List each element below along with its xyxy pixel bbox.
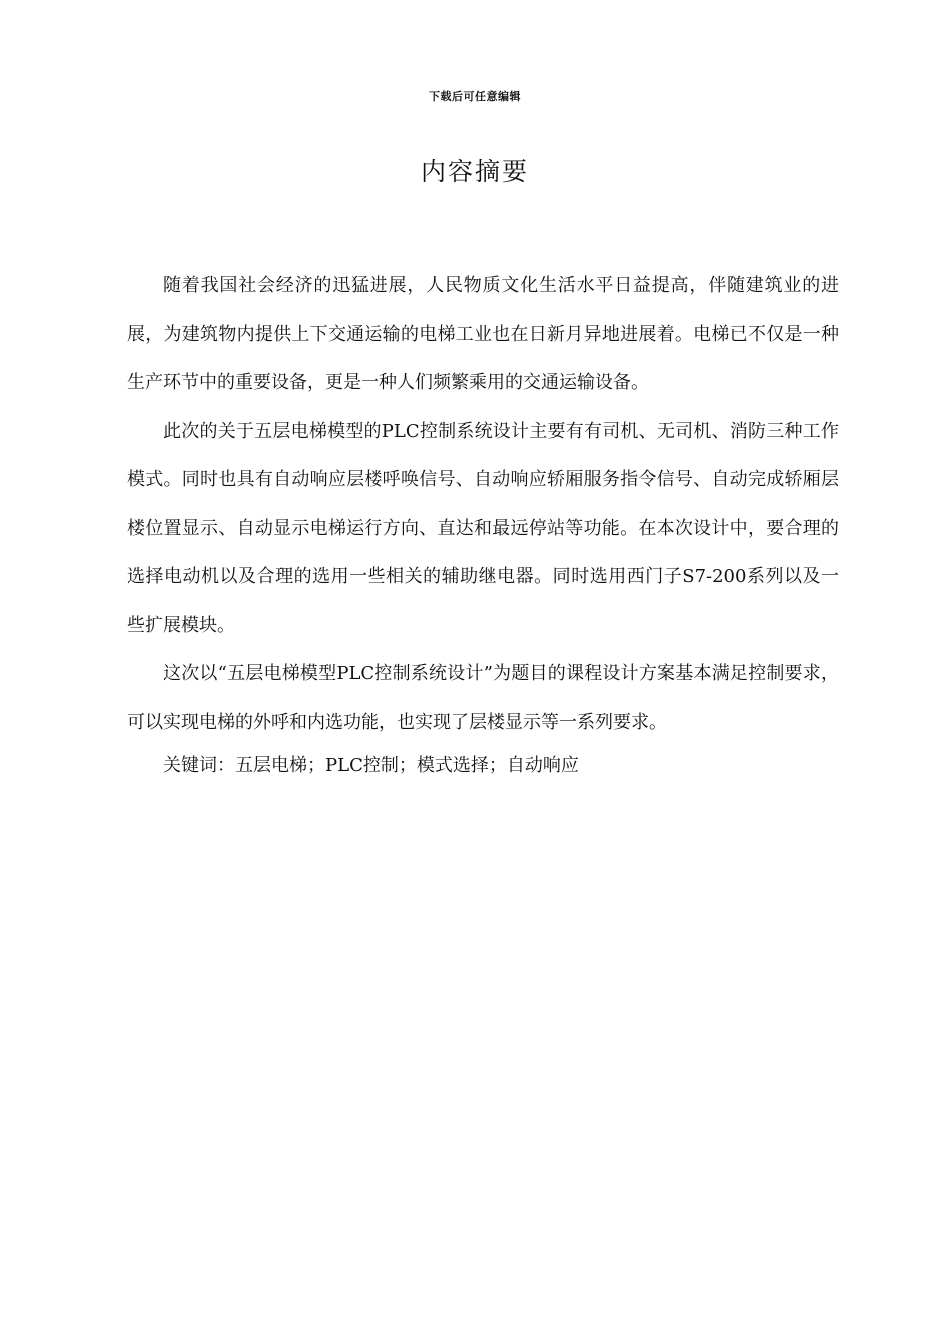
abstract-paragraph-3: 这次以“五层电梯模型PLC控制系统设计”为题目的课程设计方案基本满足控制要求，可以实现电梯的外呼和内选功能，也实现了层楼显示等一系列要求。 bbox=[127, 663, 839, 733]
abstract-paragraph-1: 随着我国社会经济的迅猛进展，人民物质文化生活水平日益提高，伴随建筑业的进展，为建筑物内提供上下交通运输的电梯工业也在日新月异地进展着。电梯已不仅是一种生产环节中的重要设备，更是一种人们频繁乘用的交通运输设备。 bbox=[127, 275, 839, 393]
keywords-line: 关键词：五层电梯；PLC控制；模式选择；自动响应 bbox=[163, 755, 579, 776]
abstract-paragraph-2: 此次的关于五层电梯模型的PLC控制系统设计主要有有司机、无司机、消防三种工作模式。同时也具有自动响应层楼呼唤信号、自动响应轿厢服务指令信号、自动完成轿厢层楼位置显示、自动显示电梯运行方向、直达和最远停站等功能。在本次设计中，要合理的选择电动机以及合理的选用一些相关的辅助继电器。同时选用西门子S7-200系列以及一些扩展模块。 bbox=[127, 420, 839, 636]
abstract-body bbox=[127, 262, 839, 747]
document-title: 内容摘要 bbox=[420, 157, 529, 186]
header-note: 下载后可任意编辑 bbox=[429, 90, 521, 103]
